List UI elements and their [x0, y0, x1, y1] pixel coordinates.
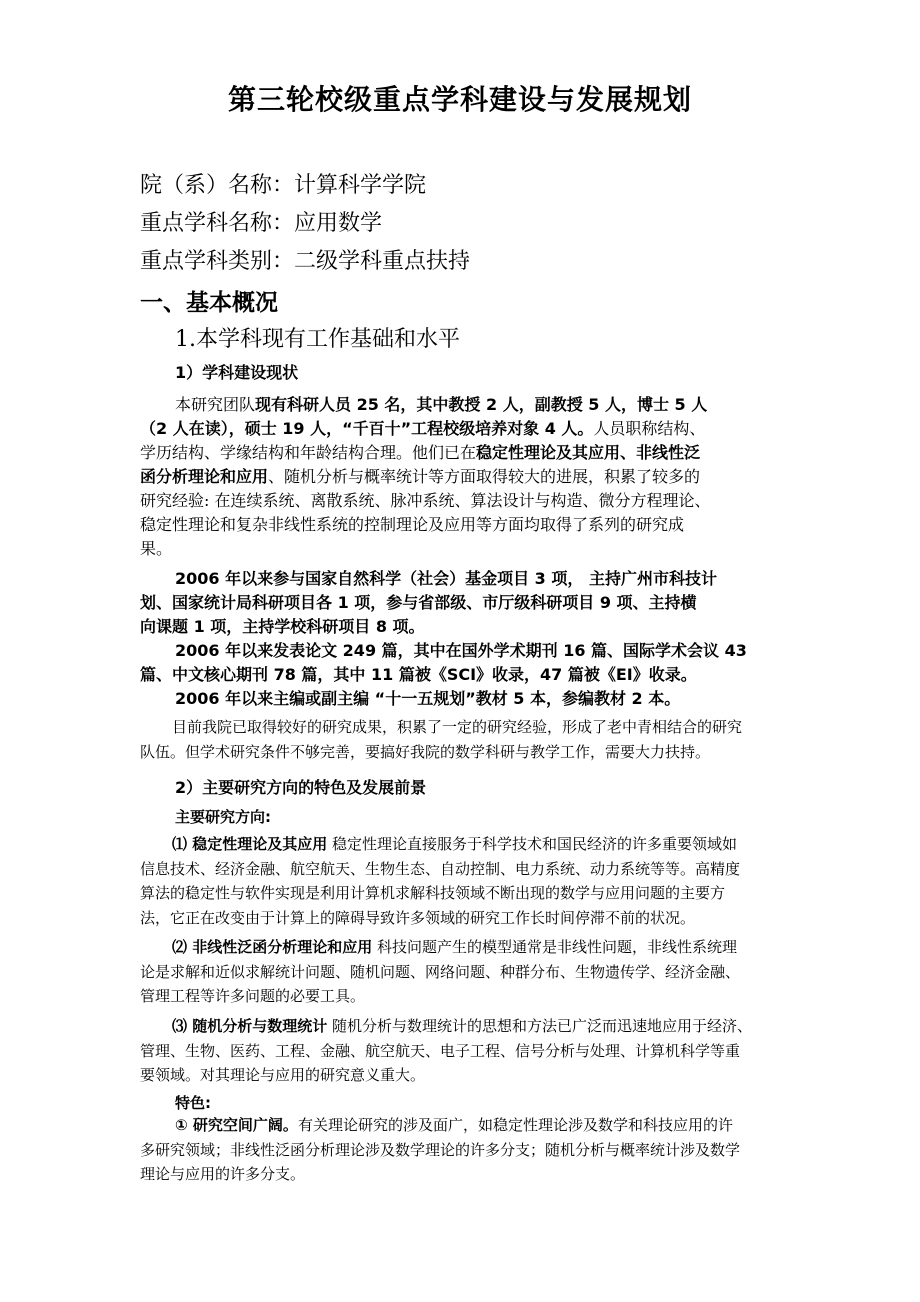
- subsection-heading-foundation: 1.本学科现有工作基础和水平: [175, 327, 460, 352]
- department-name: 院（系）名称：计算科学学院: [140, 173, 427, 198]
- page-title: 第三轮校级重点学科建设与发展规划: [227, 83, 692, 116]
- paragraph-publications: [140, 639, 785, 687]
- text-span: 科技问题产生的模型通常是非线性问题，非线性系统理: [372, 938, 738, 956]
- text-span-bold: 稳定性理论及其应用、非线性泛: [476, 443, 701, 462]
- subject-name: 重点学科名称：应用数学: [140, 211, 383, 236]
- paragraph-textbooks: [140, 687, 785, 711]
- text-span-bold: ⑶ 随机分析与数理统计: [172, 1017, 328, 1035]
- paragraph-direction-stochastic: [140, 1014, 785, 1088]
- paragraph-projects: [140, 567, 785, 639]
- text-line: 信息技术、经济金融、航空航天、生物生态、自动控制、电力系统、动力系统等等。高精度: [140, 859, 741, 878]
- text-line: 要领域。对其理论与应用的研究意义重大。: [140, 1066, 426, 1084]
- paragraph-direction-stability: [140, 832, 785, 930]
- text-line: 管理、生物、医药、工程、金融、航空航天、电子工程、信号分析与处理、计算机科学等重: [140, 1041, 741, 1060]
- text-line: 果。: [140, 539, 173, 558]
- text-span: 人员职称结构、: [593, 419, 706, 438]
- text-span-bold: 函分析理论和应用: [140, 467, 269, 486]
- text-span: 目前我院已取得较好的研究成果，积累了一定的研究经验，形成了老中青相结合的研究: [172, 718, 743, 736]
- text-line: 法，它正在改变由于计算上的障碍导致许多领域的研究工作长时间停滞不前的状况。: [140, 908, 696, 927]
- text-span: 2006 年以来参与国家自然科学（社会）基金项目 3 项， 主持广州市科技计: [175, 569, 717, 588]
- text-span: 学历结构、学缘结构和年龄结构合理。他们已在: [140, 443, 477, 462]
- text-span-bold: ① 研究空间广阔。: [175, 1116, 298, 1134]
- text-line: 算法的稳定性与软件实现是利用计算机求解科技领域不断出现的数学与应用问题的主要方: [140, 884, 726, 902]
- text-span: 有关理论研究的涉及面广，如稳定性理论涉及数学和科技应用的许: [297, 1116, 733, 1134]
- text-line: 管理工程等许多问题的必要工具。: [140, 987, 366, 1005]
- text-span-bold: ⑵ 非线性泛函分析理论和应用: [172, 938, 373, 956]
- label-features: 特色:: [175, 1094, 211, 1112]
- text-line: 多研究领域；非线性泛函分析理论涉及数学理论的许多分支；随机分析与概率统计涉及数学: [140, 1140, 741, 1159]
- item-heading-research-directions: 2）主要研究方向的特色及发展前景: [175, 778, 427, 797]
- text-span: 稳定性理论直接服务于科学技术和国民经济的许多重要领域如: [327, 835, 738, 853]
- text-span-bold: （2 人在读），硕士 19 人，“千百十”工程校级培养对象 4 人。: [140, 419, 594, 438]
- section-heading-basic-overview: 一、基本概况: [140, 290, 278, 316]
- subject-category: 重点学科类别：二级学科重点扶持: [140, 249, 471, 274]
- text-span-bold: 现有科研人员 25 名，其中教授 2 人，副教授 5 人，博士 5 人: [255, 395, 708, 414]
- text-span: 2006 年以来主编或副主编 “十一五规划”教材 5 本，参编教材 2 本。: [175, 689, 681, 708]
- text-span: 、随机分析与概率统计等方面取得较大的进展，积累了较多的: [268, 467, 701, 486]
- text-span: 2006 年以来发表论文 249 篇，其中在国外学术期刊 16 篇、国际学术会议 43: [175, 641, 747, 660]
- text-line: 稳定性理论和复杂非线性系统的控制理论及应用等方面均取得了系列的研究成: [140, 515, 685, 534]
- text-span-bold: ⑴ 稳定性理论及其应用: [172, 835, 328, 853]
- text-span: 随机分析与数理统计的思想和方法已广泛而迅速地应用于经济、: [327, 1017, 753, 1035]
- label-main-directions: 主要研究方向:: [175, 808, 271, 826]
- text-line: 论是求解和近似求解统计问题、随机问题、网络问题、种群分布、生物遗传学、经济金融、: [140, 962, 741, 981]
- item-heading-construction-status: 1）学科建设现状: [175, 363, 299, 382]
- text-line: 理论与应用的许多分支。: [140, 1165, 306, 1183]
- text-line: 研究经验: 在连续系统、离散系统、脉冲系统、算法设计与构造、微分方程理论、: [140, 491, 711, 510]
- text-line: 划、国家统计局科研项目各 1 项，参与省部级、市厅级科研项目 9 项、主持横: [140, 593, 697, 612]
- paragraph-team-status: [140, 393, 785, 561]
- paragraph-summary: [140, 715, 785, 764]
- text-line: 向课题 1 项，主持学校科研项目 8 项。: [140, 617, 425, 636]
- paragraph-feature-broad-space: [140, 1113, 785, 1187]
- paragraph-direction-nonlinear: [140, 935, 785, 1009]
- text-line: 队伍。但学术研究条件不够完善，要搞好我院的数学科研与教学工作，需要大力扶持。: [140, 742, 711, 761]
- text-span: 本研究团队: [175, 395, 256, 414]
- text-line: 篇、中文核心期刊 78 篇，其中 11 篇被《SCI》收录，47 篇被《EI》收录。: [140, 665, 697, 684]
